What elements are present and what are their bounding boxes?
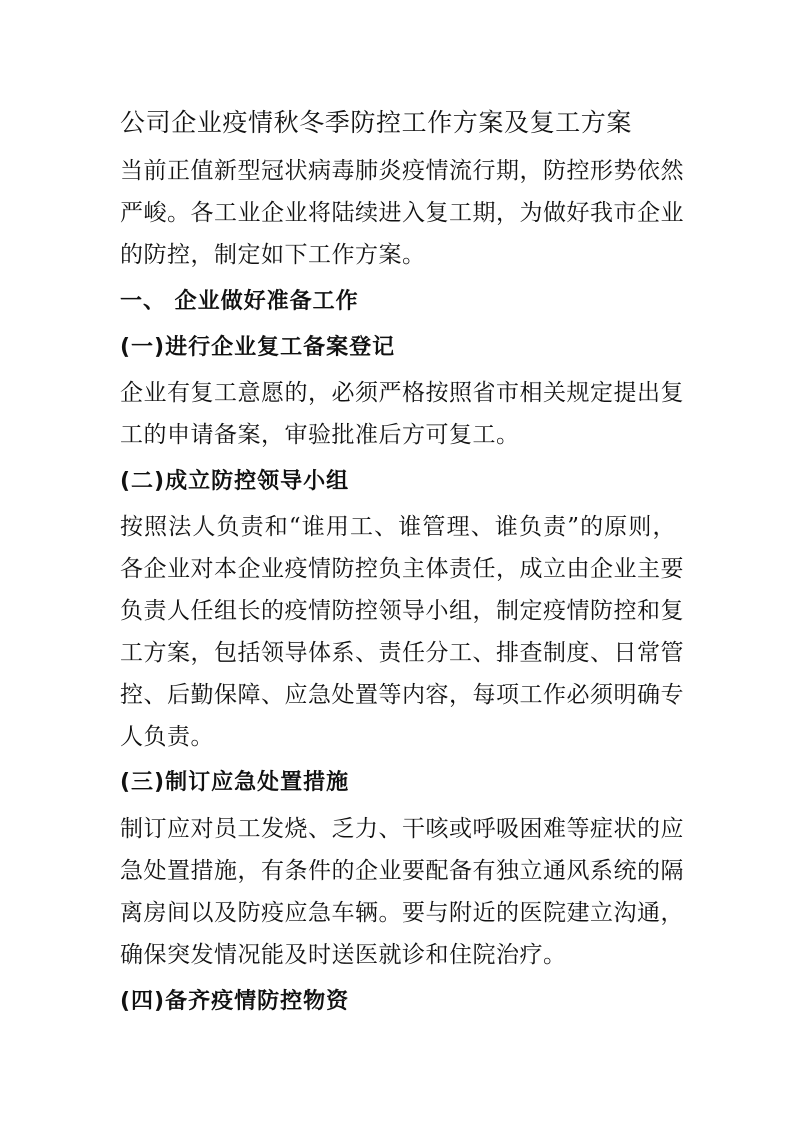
- subsection-1-line-1: 企业有复工意愿的，必须严格按照省市相关规定提出复: [120, 380, 684, 406]
- subsection-2-line-5: 控、后勤保障、应急处置等内容，每项工作必须明确专: [120, 682, 684, 708]
- intro-line-2: 严峻。各工业企业将陆续进入复工期，为做好我市企业: [120, 200, 684, 226]
- subsection-3-line-2: 急处置措施，有条件的企业要配备有独立通风系统的隔: [120, 858, 684, 884]
- subsection-3-line-1: 制订应对员工发烧、乏力、干咳或呼吸困难等症状的应: [120, 816, 684, 842]
- subsection-3-heading: (三)制订应急处置措施: [120, 770, 350, 795]
- subsection-2-heading: (二)成立防控领导小组: [120, 469, 350, 494]
- subsection-1-heading: (一)进行企业复工备案登记: [120, 335, 396, 360]
- subsection-3-line-3: 离房间以及防疫应急车辆。要与附近的医院建立沟通，: [120, 900, 684, 926]
- subsection-2-line-1: 按照法人负责和“谁用工、谁管理、谁负责”的原则，: [120, 514, 676, 540]
- subsection-2-line-4: 工方案，包括领导体系、责任分工、排查制度、日常管: [120, 640, 684, 666]
- subsection-2-line-2: 各企业对本企业疫情防控负主体责任，成立由企业主要: [120, 556, 684, 582]
- subsection-2-line-6: 人负责。: [120, 724, 214, 750]
- subsection-3-line-4: 确保突发情况能及时送医就诊和住院治疗。: [120, 942, 567, 968]
- intro-line-1: 当前正值新型冠状病毒肺炎疫情流行期，防控形势依然: [120, 158, 684, 184]
- subsection-4-heading: (四)备齐疫情防控物资: [120, 989, 350, 1014]
- section-1-heading: 一、 企业做好准备工作: [120, 289, 359, 314]
- intro-line-3: 的防控，制定如下工作方案。: [120, 242, 426, 268]
- subsection-2-line-3: 负责人任组长的疫情防控领导小组，制定疫情防控和复: [120, 598, 684, 624]
- subsection-1-line-2: 工的申请备案，审验批准后方可复工。: [120, 422, 520, 448]
- document-title: 公司企业疫情秋冬季防控工作方案及复工方案: [120, 108, 633, 137]
